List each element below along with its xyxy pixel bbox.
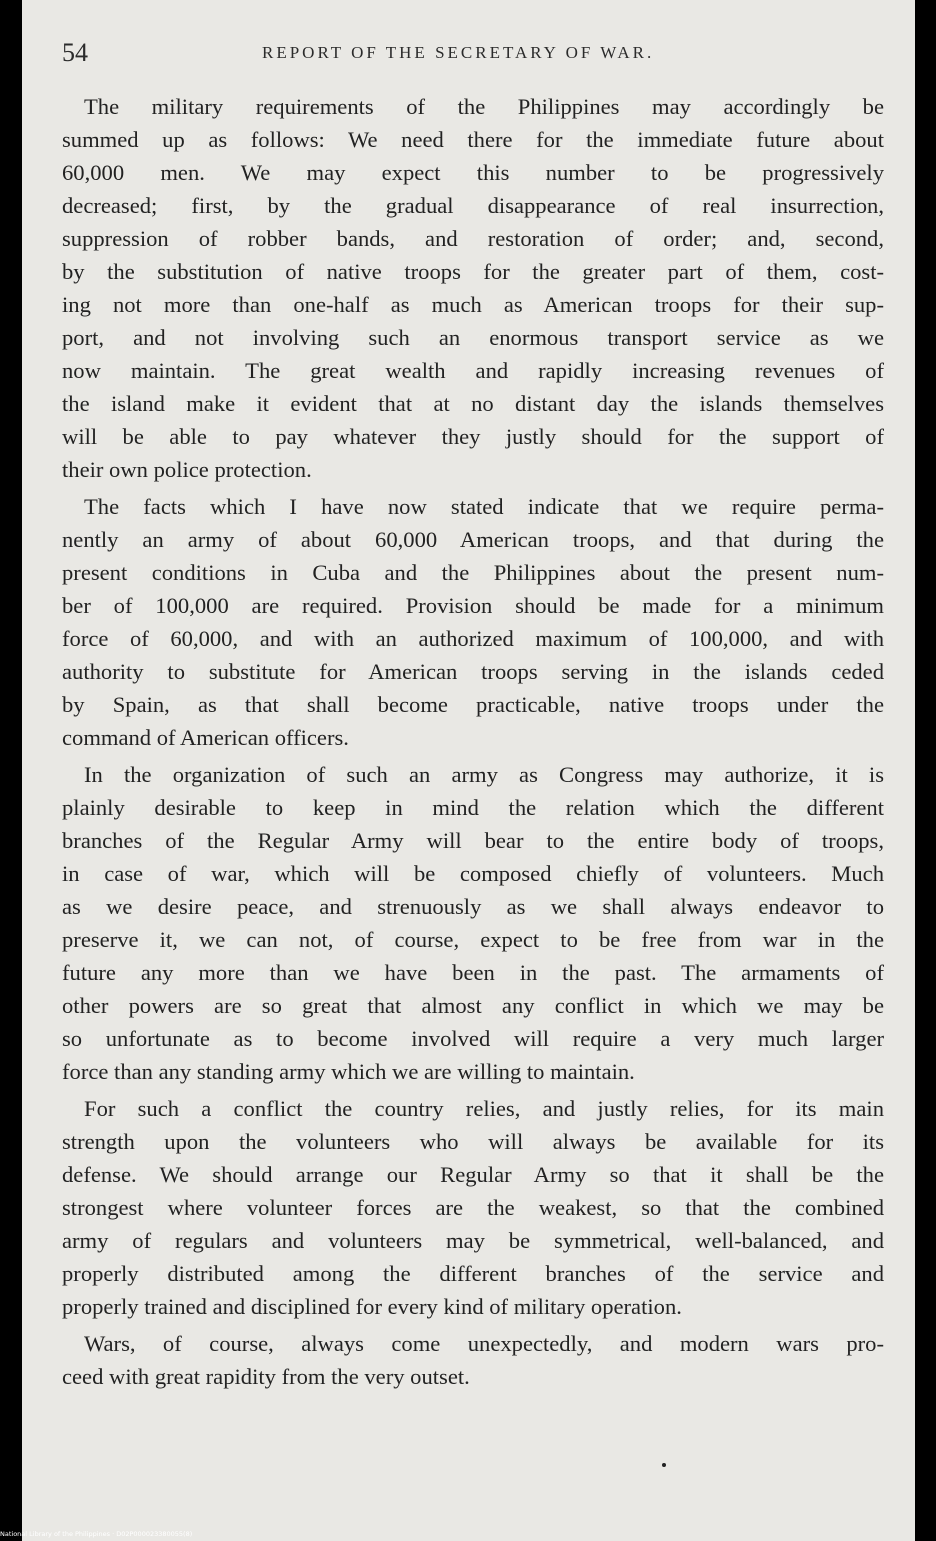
text-line: 60,000 men. We may expect this number to be progressively xyxy=(62,160,884,185)
text-line: The facts which I have now stated indicate that we require perma- xyxy=(84,494,884,519)
text-line: suppression of robber bands, and restoration of order; and, second, xyxy=(62,226,884,251)
text-line: now maintain. The great wealth and rapidly increasing revenues of xyxy=(62,358,884,383)
body-text xyxy=(62,90,884,1397)
document-page xyxy=(22,0,915,1541)
text-line: the island make it evident that at no distant day the islands themselves xyxy=(62,391,884,416)
text-line: command of American officers. xyxy=(62,725,349,750)
page-header xyxy=(62,38,902,78)
text-line: force than any standing army which we are willing to maintain. xyxy=(62,1059,635,1084)
text-line: ing not more than one-half as much as American troops for their sup- xyxy=(62,292,884,317)
library-stamp: National Library of the Philippines · D02P000023380055(8) xyxy=(0,1530,193,1538)
text-line: nently an army of about 60,000 American troops, and that during the xyxy=(62,527,884,552)
text-line: In the organization of such an army as Congress may authorize, it is xyxy=(84,762,884,787)
text-line: as we desire peace, and strenuously as we shall always endeavor to xyxy=(62,894,884,919)
text-line: Wars, of course, always come unexpectedly, and modern wars pro- xyxy=(84,1331,884,1356)
text-line: For such a conflict the country relies, and justly relies, for its main xyxy=(84,1096,884,1121)
text-line: defense. We should arrange our Regular Army so that it shall be the xyxy=(62,1162,884,1187)
text-line: strongest where volunteer forces are the weakest, so that the combined xyxy=(62,1195,884,1220)
text-line: future any more than we have been in the past. The armaments of xyxy=(62,960,884,985)
paragraph-5 xyxy=(62,1327,884,1393)
text-line: force of 60,000, and with an authorized maximum of 100,000, and with xyxy=(62,626,884,651)
ink-speck xyxy=(662,1463,666,1467)
text-line: ceed with great rapidity from the very outset. xyxy=(62,1364,470,1389)
text-line: properly distributed among the different branches of the service and xyxy=(62,1261,884,1286)
text-line: plainly desirable to keep in mind the relation which the different xyxy=(62,795,884,820)
text-line: summed up as follows: We need there for the immediate future about xyxy=(62,127,884,152)
text-line: decreased; first, by the gradual disappearance of real insurrection, xyxy=(62,193,884,218)
text-line: ber of 100,000 are required. Provision should be made for a minimum xyxy=(62,593,884,618)
text-line: properly trained and disciplined for every kind of military operation. xyxy=(62,1294,682,1319)
running-head: REPORT OF THE SECRETARY OF WAR. xyxy=(262,43,655,62)
text-line: strength upon the volunteers who will always be available for its xyxy=(62,1129,884,1154)
text-line: port, and not involving such an enormous transport service as we xyxy=(62,325,884,350)
text-line: so unfortunate as to become involved will require a very much larger xyxy=(62,1026,884,1051)
paragraph-4 xyxy=(62,1092,884,1323)
text-line: army of regulars and volunteers may be symmetrical, well-balanced, and xyxy=(62,1228,884,1253)
text-line: branches of the Regular Army will bear to the entire body of troops, xyxy=(62,828,884,853)
text-line: The military requirements of the Philippines may accordingly be xyxy=(84,94,884,119)
text-line: in case of war, which will be composed chiefly of volunteers. Much xyxy=(62,861,884,886)
text-line: their own police protection. xyxy=(62,457,312,482)
text-line: by Spain, as that shall become practicable, native troops under the xyxy=(62,692,884,717)
paragraph-1 xyxy=(62,90,884,486)
paragraph-2 xyxy=(62,490,884,754)
text-line: present conditions in Cuba and the Philippines about the present num- xyxy=(62,560,884,585)
paragraph-3 xyxy=(62,758,884,1088)
text-line: by the substitution of native troops for the greater part of them, cost- xyxy=(62,259,884,284)
page-number: 54 xyxy=(62,38,88,67)
text-line: will be able to pay whatever they justly should for the support of xyxy=(62,424,884,449)
text-line: authority to substitute for American troops serving in the islands ceded xyxy=(62,659,884,684)
text-line: other powers are so great that almost any conflict in which we may be xyxy=(62,993,884,1018)
text-line: preserve it, we can not, of course, expect to be free from war in the xyxy=(62,927,884,952)
